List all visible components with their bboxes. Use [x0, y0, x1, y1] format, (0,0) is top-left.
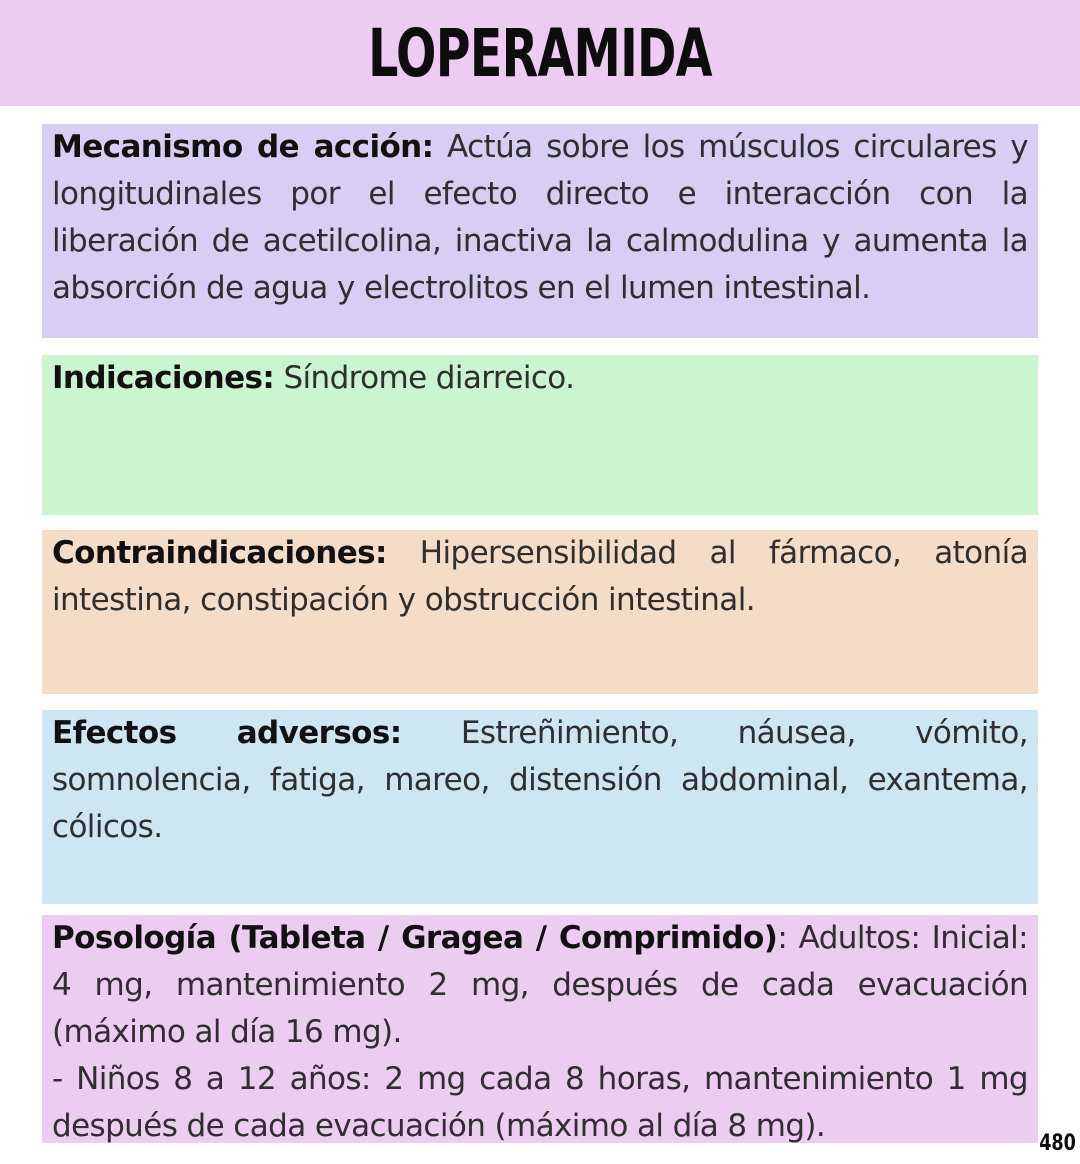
section-label: Efectos adversos:: [52, 715, 402, 751]
section-text: Síndrome diarreico.: [283, 360, 575, 396]
section-label: Mecanismo de acción:: [52, 129, 434, 165]
section-posologia: [42, 915, 1038, 1143]
posologia-adultos: [52, 915, 1028, 1056]
section-indicaciones: [42, 355, 1038, 515]
section-contraindicaciones: [42, 530, 1038, 694]
section-label: Indicaciones:: [52, 360, 275, 396]
section-mecanismo: [42, 124, 1038, 338]
posologia-ninos: - Niños 8 a 12 años: 2 mg cada 8 horas, mantenimiento 1 mg después de cada evacuación (máximo al día 8 mg).: [52, 1061, 1028, 1144]
title-banner: [0, 0, 1080, 106]
section-efectos-adversos: [42, 710, 1038, 904]
page-number: 480: [1039, 1131, 1076, 1156]
section-label: Contraindicaciones:: [52, 535, 387, 571]
section-text: Hipersensibilidad al fármaco, atonía intestina, constipación y obstrucción intestinal.: [52, 535, 1028, 618]
section-label: Posología (Tableta / Gragea / Comprimido): [52, 920, 778, 956]
section-text: Actúa sobre los músculos circulares y longitudinales por el efecto directo e interacción con la liberación de acetilcolina, inactiva la calmodulina y aumenta la absorción de agua y electrolitos en el lumen intestinal.: [52, 129, 1028, 306]
section-text: : Adultos: Inicial: 4 mg, mantenimiento 2 mg, después de cada evacuación (máximo al día 16 mg).: [52, 920, 1028, 1050]
page-title: LOPERAMIDA: [368, 15, 712, 92]
section-text: Estreñimiento, náusea, vómito, somnolencia, fatiga, mareo, distensión abdominal, exantema, cólicos.: [52, 715, 1028, 845]
